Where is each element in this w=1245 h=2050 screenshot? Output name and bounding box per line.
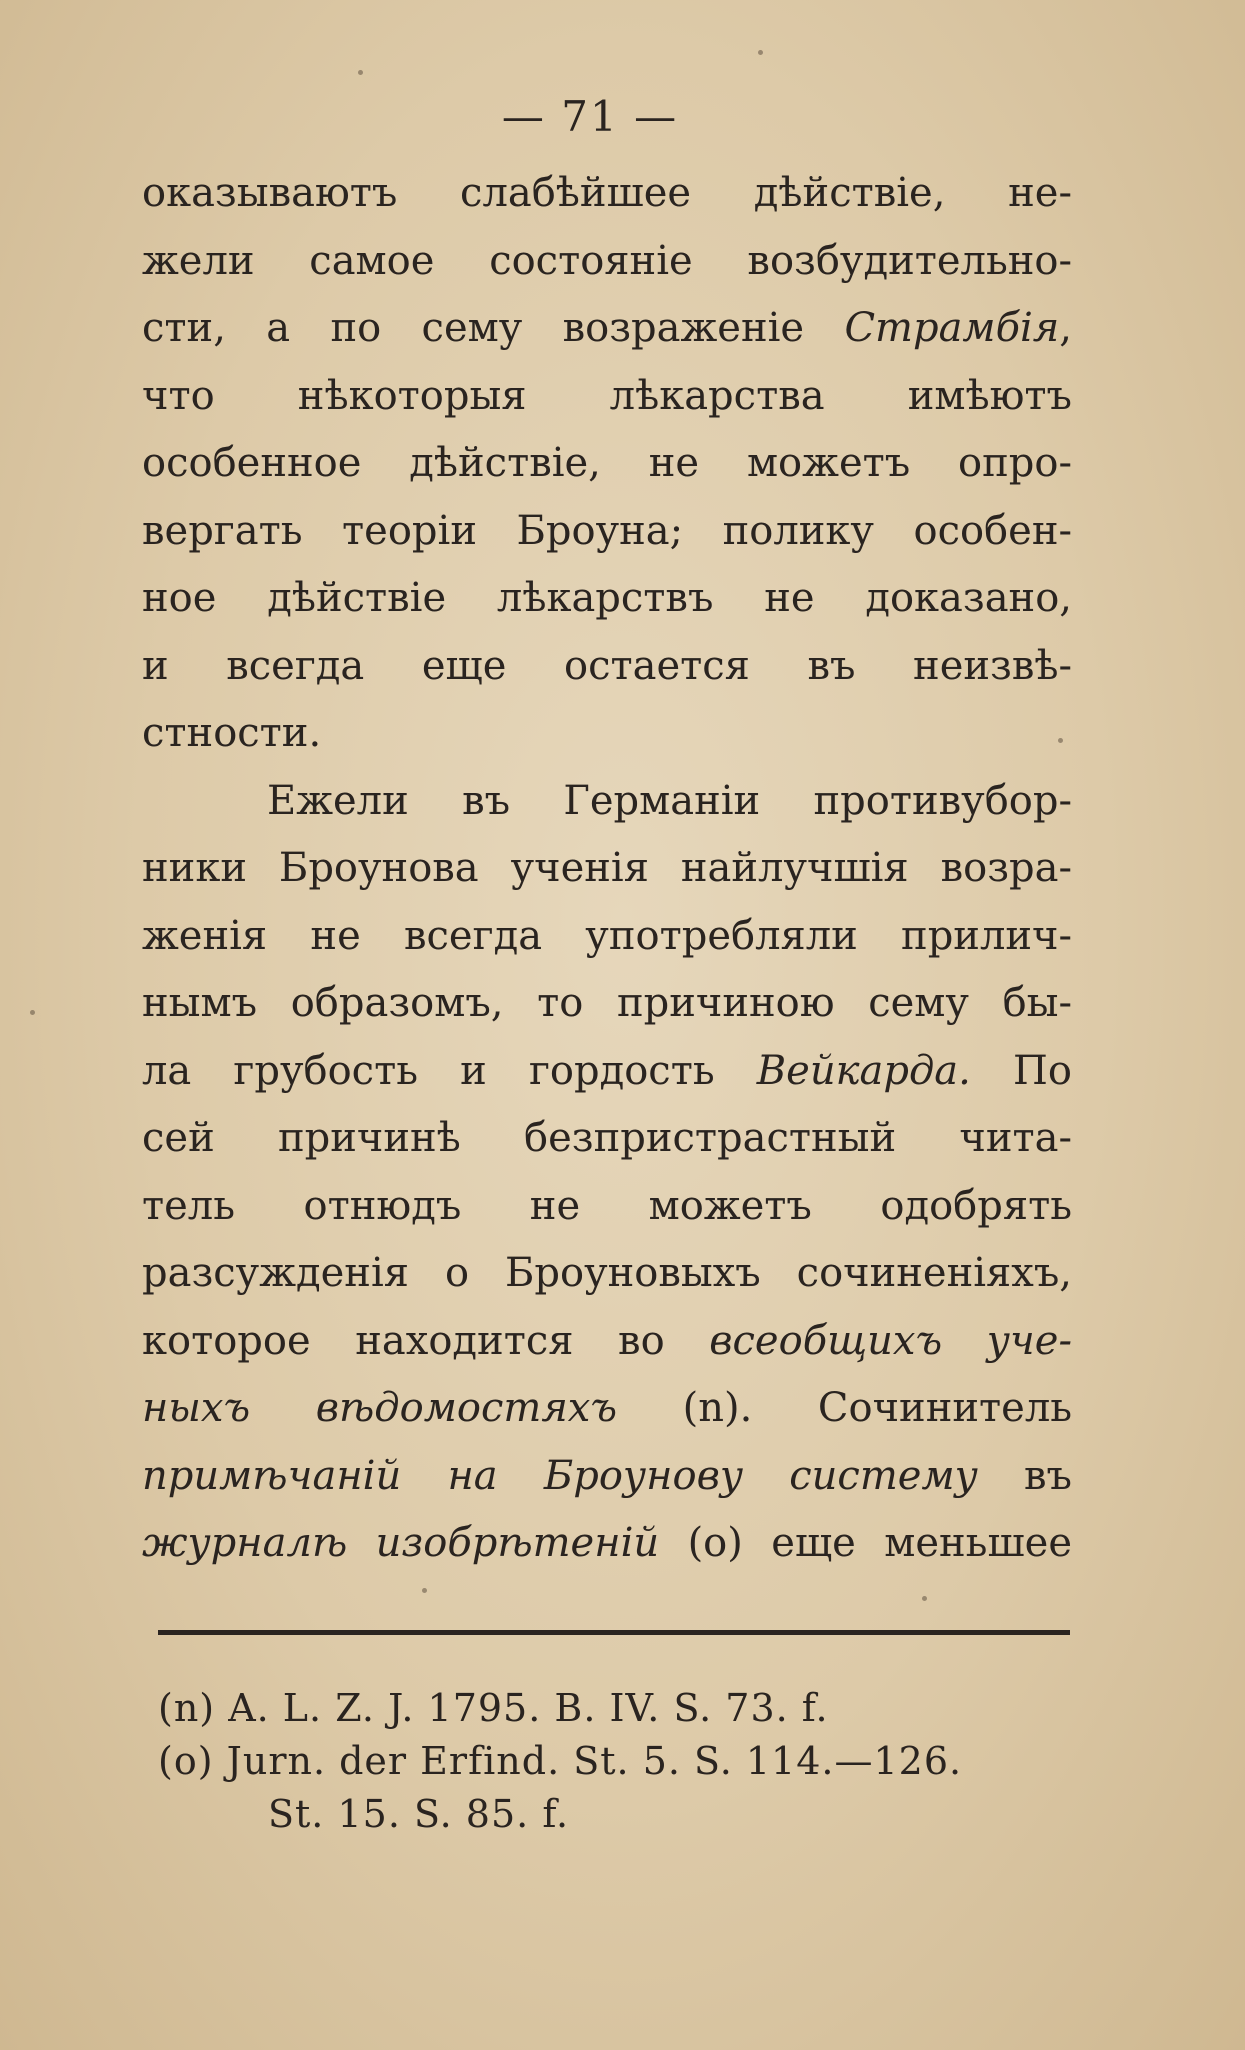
paper-speck: [30, 1010, 35, 1015]
text-line: стности.: [142, 710, 322, 756]
text-line: ники Броунова ученія найлучшія возра-: [142, 845, 1072, 891]
footnote-o: (o) Jurn. der Erfind. St. 5. S. 114.—126.: [158, 1739, 963, 1783]
text-segment: (n). Сочинитель: [617, 1385, 1072, 1431]
text-line: [142, 1443, 1072, 1511]
text-line: женія не всегда употребляли прилич-: [142, 912, 1072, 959]
text-segment: сти, а по сему возраженіе: [142, 305, 845, 351]
text-segment: По: [970, 1047, 1072, 1094]
text-line: ное дѣйствіе лѣкарствъ не доказано,: [142, 575, 1072, 621]
paper-speck: [1058, 738, 1063, 743]
text-line: [142, 1510, 1072, 1578]
text-line: разсужденія о Броуновыхъ сочиненіяхъ,: [142, 1250, 1072, 1296]
italic-title: всеобщихъ уче-: [709, 1317, 1072, 1364]
italic-name: Страмбія: [844, 305, 1060, 351]
italic-title: журналѣ изобрѣтеній: [142, 1520, 660, 1566]
text-line: [142, 295, 1072, 363]
text-line: нымъ образомъ, то причиною сему бы-: [142, 980, 1072, 1026]
text-line: оказываютъ слабѣйшее дѣйствіе, не-: [142, 170, 1072, 216]
text-line: сей причинѣ безпристрастный чита-: [142, 1115, 1072, 1161]
page-number: — 71 —: [501, 92, 679, 141]
text-line: [142, 1308, 1072, 1376]
text-line: особенное дѣйствіе, не можетъ опро-: [142, 440, 1072, 486]
footnote-o-continued: St. 15. S. 85. f.: [268, 1792, 570, 1836]
footnote-n: (n) A. L. Z. J. 1795. B. IV. S. 73. f.: [158, 1686, 829, 1730]
text-segment: которое находится во: [142, 1317, 710, 1364]
italic-title: ныхъ вѣдомостяхъ: [142, 1385, 618, 1431]
text-line: Ежели въ Германіи противубор-: [267, 777, 1072, 824]
text-segment: ,: [1059, 305, 1072, 351]
text-segment: (o) еще меньшее: [659, 1520, 1072, 1566]
paper-speck: [758, 50, 763, 55]
text-segment: въ: [977, 1452, 1072, 1499]
text-segment: ла грубость и гордость: [142, 1047, 757, 1094]
text-line: тель отнюдъ не можетъ одобрять: [142, 1182, 1072, 1229]
italic-title: примѣчаній на Броунову систему: [142, 1452, 978, 1499]
text-line: [142, 1375, 1072, 1443]
text-line: и всегда еще остается въ неизвѣ-: [142, 642, 1072, 689]
body-text: [142, 160, 1072, 1578]
footnote-divider: [158, 1630, 1070, 1635]
text-line: [142, 1038, 1072, 1106]
paper-speck: [422, 1588, 427, 1593]
text-line: что нѣкоторыя лѣкарства имѣютъ: [142, 372, 1072, 419]
paper-speck: [922, 1596, 927, 1601]
italic-name: Вейкарда.: [756, 1047, 971, 1094]
footnotes: [158, 1682, 1078, 1841]
paper-speck: [358, 70, 363, 75]
text-line: вергать теоріи Броуна; полику особен-: [142, 507, 1072, 554]
text-line: жели самое состояніе возбудительно-: [142, 237, 1072, 284]
